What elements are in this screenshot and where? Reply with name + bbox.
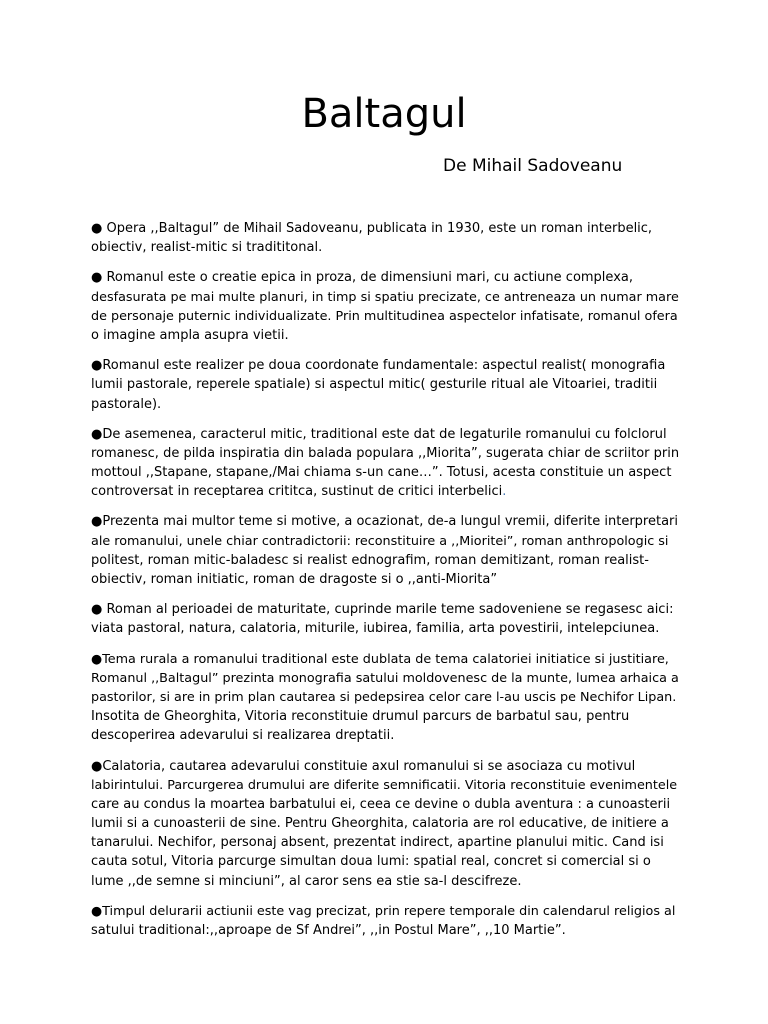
- paragraph-line: ale romanului, unele chiar contradictorii: reconstituire a ,,Mioritei”, roman anthropologic si: [91, 533, 669, 549]
- paragraph-line: lumii pastorale, reperele spatiale) si aspectul mitic( gesturile ritual ale Vitoariei, traditii: [91, 377, 658, 393]
- document-title: Baltagul: [301, 91, 467, 137]
- paragraph-line: tanarului. Nechifor, personaj absent, prezentat indirect, apartine planului mitic. Cand isi: [91, 835, 664, 851]
- paragraph-7: [91, 650, 679, 746]
- paragraph-line: pastorilor, si are in prim plan cautarea si pedepsirea celor care l-au uscis pe Nechifor Lipan.: [91, 689, 677, 705]
- paragraph-3: [91, 356, 679, 414]
- paragraph-line-with-mark: [91, 482, 679, 501]
- paragraph-line: Romanul ,,Baltagul” prezinta monografia satului moldovenesc de la munte, lumea arhaica a: [91, 670, 679, 686]
- paragraph-line: ● Roman al perioadei de maturitate, cuprinde marile teme sadoveniene se regasesc aici:: [91, 602, 674, 618]
- paragraph-line: viata pastoral, natura, calatoria, miturile, iubirea, familia, arta povestirii, intelepciunea.: [91, 621, 660, 637]
- paragraph-line: care au condus la moartea barbatului ei, ceea ce devine o dubla aventura : a cunoasterii: [91, 796, 671, 812]
- paragraph-line-text: controversat in receptarea crititca, sustinut de critici interbelici: [91, 484, 503, 500]
- paragraph-line: ●Tema rurala a romanului traditional este dublata de tema calatoriei initiatice si justitiare,: [91, 651, 669, 667]
- paragraph-line: mottoul ,,Stapane, stapane,/Mai chiama s-un cane…”. Totusi, acesta constituie un aspect: [91, 465, 672, 481]
- paragraph-line: obiectiv, realist-mitic si tradititonal.: [91, 240, 323, 256]
- paragraph-line: pastorale).: [91, 396, 162, 412]
- paragraph-line: ●Prezenta mai multor teme si motive, a ocazionat, de-a lungul vremii, diferite interpretari: [91, 514, 679, 530]
- paragraph-line: labirintului. Parcurgerea drumului are diferite semnificatii. Vitoria reconstituie evenimentele: [91, 777, 678, 793]
- paragraph-line: politest, roman mitic-baladesc si realist ednografim, roman demitizant, roman realist-: [91, 552, 649, 568]
- paragraph-1: [91, 219, 679, 257]
- author-line: De Mihail Sadoveanu: [443, 156, 623, 176]
- trailing-period-mark: .: [502, 484, 507, 500]
- paragraph-line: satului traditional:,,aproape de Sf Andrei”, ,,in Postul Mare”, ,,10 Martie”.: [91, 923, 566, 938]
- paragraph-5: [91, 512, 679, 589]
- paragraph-line: desfasurata pe mai multe planuri, in timp si spatiu precizate, ce antreneaza un numar mare: [91, 289, 679, 305]
- paragraph-line: romanesc, de pilda inspiratia din balada populara ,,Miorita”, sugerata chiar de scriitor prin: [91, 445, 680, 461]
- paragraph-line: ● Opera ,,Baltagul” de Mihail Sadoveanu, publicata in 1930, este un roman interbelic,: [91, 221, 653, 236]
- paragraph-line: ●Calatoria, cautarea adevarului constituie axul romanului si se asociaza cu motivul: [91, 758, 636, 774]
- paragraph-9: [91, 902, 679, 940]
- paragraph-line: descoperirea adevarului si realizarea dreptatii.: [91, 728, 395, 744]
- paragraph-line: Insotita de Gheorghita, Vitoria reconstituie drumul parcurs de barbatul sau, pentru: [91, 709, 630, 725]
- paragraph-line: lume ,,de semne si minciuni”, al caror sens ea stie sa-l descifreze.: [91, 873, 522, 889]
- paragraph-line: cauta sotul, Vitoria parcurge simultan doua lumi: spatial real, concret si comercial si o: [91, 854, 651, 870]
- paragraph-4: [91, 425, 679, 502]
- paragraph-line: de personaje puternic individualizate. Prin multitudinea aspectelor infatisate, romanul ofera: [91, 308, 678, 324]
- paragraph-8: [91, 757, 679, 891]
- paragraph-line: ● Romanul este o creatie epica in proza, de dimensiuni mari, cu actiune complexa,: [91, 270, 633, 286]
- paragraph-line: obiectiv, roman initiatic, roman de dragoste si o ,,anti-Miorita”: [91, 572, 498, 587]
- paragraph-2: [91, 268, 679, 345]
- paragraph-line: ●Timpul delurarii actiunii este vag precizat, prin repere temporale din calendarul religios al: [91, 903, 676, 919]
- paragraph-line: o imagine ampla asupra vietii.: [91, 327, 289, 343]
- paragraph-6: [91, 600, 679, 638]
- paragraph-line: ●De asemenea, caracterul mitic, traditional este dat de legaturile romanului cu folclorul: [91, 426, 667, 442]
- paragraph-line: ●Romanul este realizer pe doua coordonate fundamentale: aspectul realist( monografia: [91, 358, 666, 374]
- paragraph-line: lumii si a cunoasterii de sine. Pentru Gheorghita, calatoria are rol educative, de initiere a: [91, 816, 669, 832]
- document-body: [91, 219, 679, 951]
